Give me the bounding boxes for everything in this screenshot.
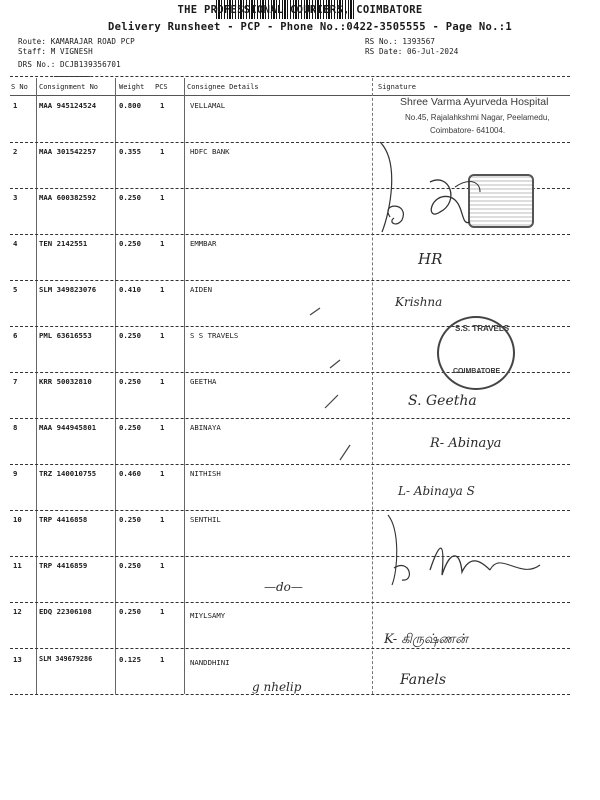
cell-consignment: TRP 4416858 [39, 515, 88, 524]
cell-pcs: 1 [160, 193, 165, 202]
rs-number: RS No.: 1393567 [365, 37, 436, 46]
cell-consignment: MAA 944945801 [39, 423, 97, 432]
signature-scribble [380, 510, 580, 590]
cell-sno: 6 [13, 331, 18, 340]
note-row13: g nhelip [252, 680, 302, 694]
cell-consignee: AIDEN [190, 285, 212, 294]
cell-sno: 13 [13, 655, 22, 664]
cell-consignment: MAA 301542257 [39, 147, 97, 156]
cell-consignee: GEETHA [190, 377, 217, 386]
cell-sno: 4 [13, 239, 18, 248]
cell-sno: 10 [13, 515, 22, 524]
rs-date: RS Date: 06-Jul-2024 [365, 47, 459, 56]
cell-consignee: S S TRAVELS [190, 331, 239, 340]
hospital-stamp-name: Shree Varma Ayurveda Hospital [400, 96, 549, 108]
cell-consignment: EDQ 22306108 [39, 607, 92, 616]
cell-weight: 0.410 [119, 285, 141, 294]
row-separator [10, 648, 570, 649]
cell-pcs: 1 [160, 239, 165, 248]
col-header-consignment: Consignment No [39, 83, 99, 91]
cell-pcs: 1 [160, 655, 165, 664]
cell-pcs: 1 [160, 377, 165, 386]
row-separator [10, 418, 570, 419]
cell-consignee: NANDDHINI [190, 658, 230, 667]
cell-weight: 0.800 [119, 101, 141, 110]
cell-weight: 0.355 [119, 147, 141, 156]
signature-row9: L- Abinaya S [398, 484, 475, 498]
cell-consignee: VELLAMAL [190, 101, 226, 110]
cell-weight: 0.250 [119, 239, 141, 248]
table-top-border [10, 76, 570, 77]
signature-scribble [370, 132, 580, 242]
table-bottom-border [10, 694, 570, 695]
cell-consignment: KRR 50032810 [39, 377, 92, 386]
cell-consignment: SLM 349679286 [39, 655, 93, 663]
cell-weight: 0.250 [119, 515, 141, 524]
cell-sno: 11 [13, 561, 22, 570]
cell-consignee: MIYLSAMY [190, 611, 226, 620]
cell-weight: 0.250 [119, 607, 141, 616]
cell-sno: 2 [13, 147, 18, 156]
hospital-stamp-city: Coimbatore- 641004. [430, 126, 506, 135]
company-title: THE PROFESSIONAL COURIERS, COIMBATORE [177, 4, 423, 16]
cell-pcs: 1 [160, 423, 165, 432]
cell-consignee: HDFC BANK [190, 147, 230, 156]
cell-sno: 8 [13, 423, 18, 432]
cell-pcs: 1 [160, 607, 165, 616]
cell-weight: 0.250 [119, 377, 141, 386]
row-separator [10, 464, 570, 465]
cell-consignment: MAA 600382592 [39, 193, 97, 202]
signature-row8: R- Abinaya [430, 436, 502, 451]
col-header-consignee: Consignee Details [187, 83, 259, 91]
cell-consignment: SLM 349823076 [39, 285, 97, 294]
cell-weight: 0.250 [119, 423, 141, 432]
cell-consignee: NITHISH [190, 469, 221, 478]
cell-pcs: 1 [160, 331, 165, 340]
travels-round-stamp [437, 316, 515, 390]
round-stamp-bottom-text: COIMBATORE [453, 368, 501, 375]
cell-sno: 7 [13, 377, 18, 386]
tick-marks [300, 300, 380, 600]
signature-row13: Fanels [400, 672, 447, 688]
drs-number: DRS No.: DCJB139356701 [18, 60, 121, 69]
col-header-pcs: PCS [155, 83, 168, 91]
staff-label: Staff: M VIGNESH [18, 47, 93, 56]
cell-pcs: 1 [160, 147, 165, 156]
cell-consignment: TEN 2142551 [39, 239, 88, 248]
cell-sno: 3 [13, 193, 18, 202]
cell-pcs: 1 [160, 515, 165, 524]
hospital-stamp-address: No.45, Rajalahkshmi Nagar, Peelamedu, [405, 113, 550, 122]
cell-weight: 0.250 [119, 193, 141, 202]
signature-row4: HR [418, 250, 443, 268]
cell-pcs: 1 [160, 101, 165, 110]
col-header-signature: Signature [378, 83, 416, 91]
cell-consignment: TRZ 140010755 [39, 469, 97, 478]
cell-consignment: PML 63616553 [39, 331, 92, 340]
cell-weight: 0.250 [119, 331, 141, 340]
cell-pcs: 1 [160, 469, 165, 478]
ditto-mark: —do— [264, 580, 303, 594]
signature-row12: K- கிருஷ்ணன் [384, 632, 468, 647]
cell-weight: 0.250 [119, 561, 141, 570]
row-separator [10, 602, 570, 603]
cell-consignee: EMMBAR [190, 239, 217, 248]
runsheet-subtitle: Delivery Runsheet - PCP - Phone No.:0422-3505555 - Page No.:1 [108, 21, 512, 33]
signature-row5: Krishna [395, 295, 443, 309]
col-header-sno: S No [11, 83, 28, 91]
cell-pcs: 1 [160, 285, 165, 294]
col-header-weight: Weight [119, 83, 145, 91]
cell-consignee: ABINAYA [190, 423, 221, 432]
cell-sno: 5 [13, 285, 18, 294]
route-label: Route: KAMARAJAR ROAD PCP [18, 37, 135, 46]
cell-weight: 0.125 [119, 655, 141, 664]
cell-sno: 1 [13, 101, 18, 110]
cell-sno: 9 [13, 469, 18, 478]
cell-consignee: SENTHIL [190, 515, 221, 524]
round-stamp-top-text: S.S. TRAVELS [455, 324, 510, 333]
cell-sno: 12 [13, 607, 22, 616]
signature-row7: S. Geetha [408, 393, 477, 409]
row-separator [10, 280, 570, 281]
cell-pcs: 1 [160, 561, 165, 570]
cell-weight: 0.460 [119, 469, 141, 478]
cell-consignment: MAA 945124524 [39, 101, 97, 110]
cell-consignment: TRP 4416859 [39, 561, 88, 570]
